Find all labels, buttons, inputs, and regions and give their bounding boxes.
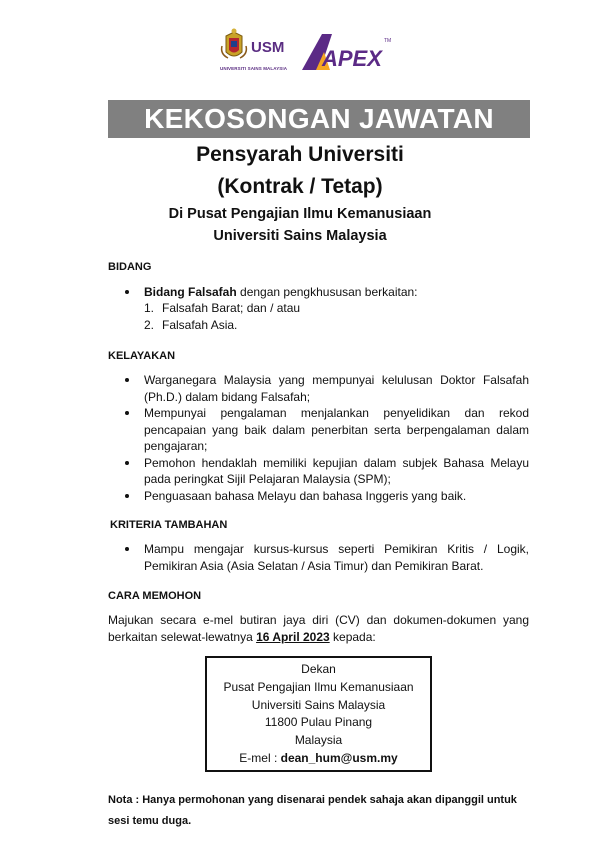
usm-crest-icon <box>222 29 247 59</box>
svg-text:TM: TM <box>384 38 392 44</box>
address-line: Malaysia <box>294 733 343 748</box>
kelayakan-list <box>124 372 529 504</box>
address-line: 11800 Pulau Pinang <box>264 715 373 730</box>
address-box <box>205 656 432 772</box>
usm-logo <box>218 26 296 76</box>
deadline-date: 16 April 2023 <box>256 629 330 644</box>
list-item: Mampu mengajar kursus-kursus seperti Pemikiran Kritis / Logik, Pemikiran Asia (Asia Selatan / Asia Timur) dan Pemikiran Barat. <box>124 541 529 574</box>
section-heading-kelayakan: KELAYAKAN <box>108 350 176 362</box>
footer-note: Nota : Hanya permohonan yang disenarai pendek sahaja akan dipanggil untuk sesi temu duga. <box>108 794 517 827</box>
vacancy-banner: KEKOSONGAN JAWATAN <box>108 100 530 138</box>
position-type: (Kontrak / Tetap) <box>217 175 383 198</box>
address-line: Pusat Pengajian Ilmu Kemanusiaan <box>223 679 414 694</box>
list-item <box>124 284 529 301</box>
email-address[interactable]: dean_hum@usm.my <box>280 750 398 765</box>
bidang-list <box>124 284 529 301</box>
address-line: Universiti Sains Malaysia <box>251 697 386 712</box>
kriteria-list <box>124 541 529 574</box>
svg-text:UNIVERSITI SAINS MALAYSIA: UNIVERSITI SAINS MALAYSIA <box>220 66 288 71</box>
list-item: Mempunyai pengalaman menjalankan penyelidikan dan rekod pencapaian yang baik dalam penerbitan serta berpengalaman dalam pengajaran; <box>124 405 529 455</box>
list-item: Penguasaan bahasa Melayu dan bahasa Inggeris yang baik. <box>124 488 529 505</box>
list-item: Pemohon hendaklah memiliki kepujian dalam subjek Bahasa Melayu pada peringkat Sijil Pelajaran Malaysia (SPM); <box>124 455 529 488</box>
section-heading-cara: CARA MEMOHON <box>108 590 202 602</box>
address-line: Dekan <box>301 662 336 676</box>
svg-text:USM: USM <box>251 39 285 56</box>
bidang-bold: Bidang Falsafah <box>144 285 237 299</box>
bidang-numbered-list <box>144 300 300 333</box>
list-item: 2. Falsafah Asia. <box>144 317 238 332</box>
header-logos <box>218 26 398 76</box>
list-item: Warganegara Malaysia yang mempunyai kelulusan Doktor Falsafah (Ph.D.) dalam bidang Falsafah; <box>124 372 529 405</box>
university-name: Universiti Sains Malaysia <box>213 228 387 244</box>
section-heading-bidang: BIDANG <box>108 261 152 273</box>
apex-logo <box>298 30 398 74</box>
application-instructions: Majukan secara e-mel butiran jaya diri (CV) dan dokumen-dokumen yang berkaitan selewat-lewatnya 16 April 2023 kepada: <box>108 613 529 644</box>
address-email-line: E-mel : dean_hum@usm.my <box>239 750 398 765</box>
school-name: Di Pusat Pengajian Ilmu Kemanusiaan <box>168 206 432 222</box>
list-item: 1. Falsafah Barat; dan / atau <box>144 301 301 315</box>
position-title: Pensyarah Universiti <box>196 143 404 166</box>
bidang-text: dengan pengkhususan berkaitan: <box>236 285 418 299</box>
section-heading-kriteria: KRITERIA TAMBAHAN <box>110 519 228 531</box>
svg-text:APEX: APEX <box>322 46 382 71</box>
